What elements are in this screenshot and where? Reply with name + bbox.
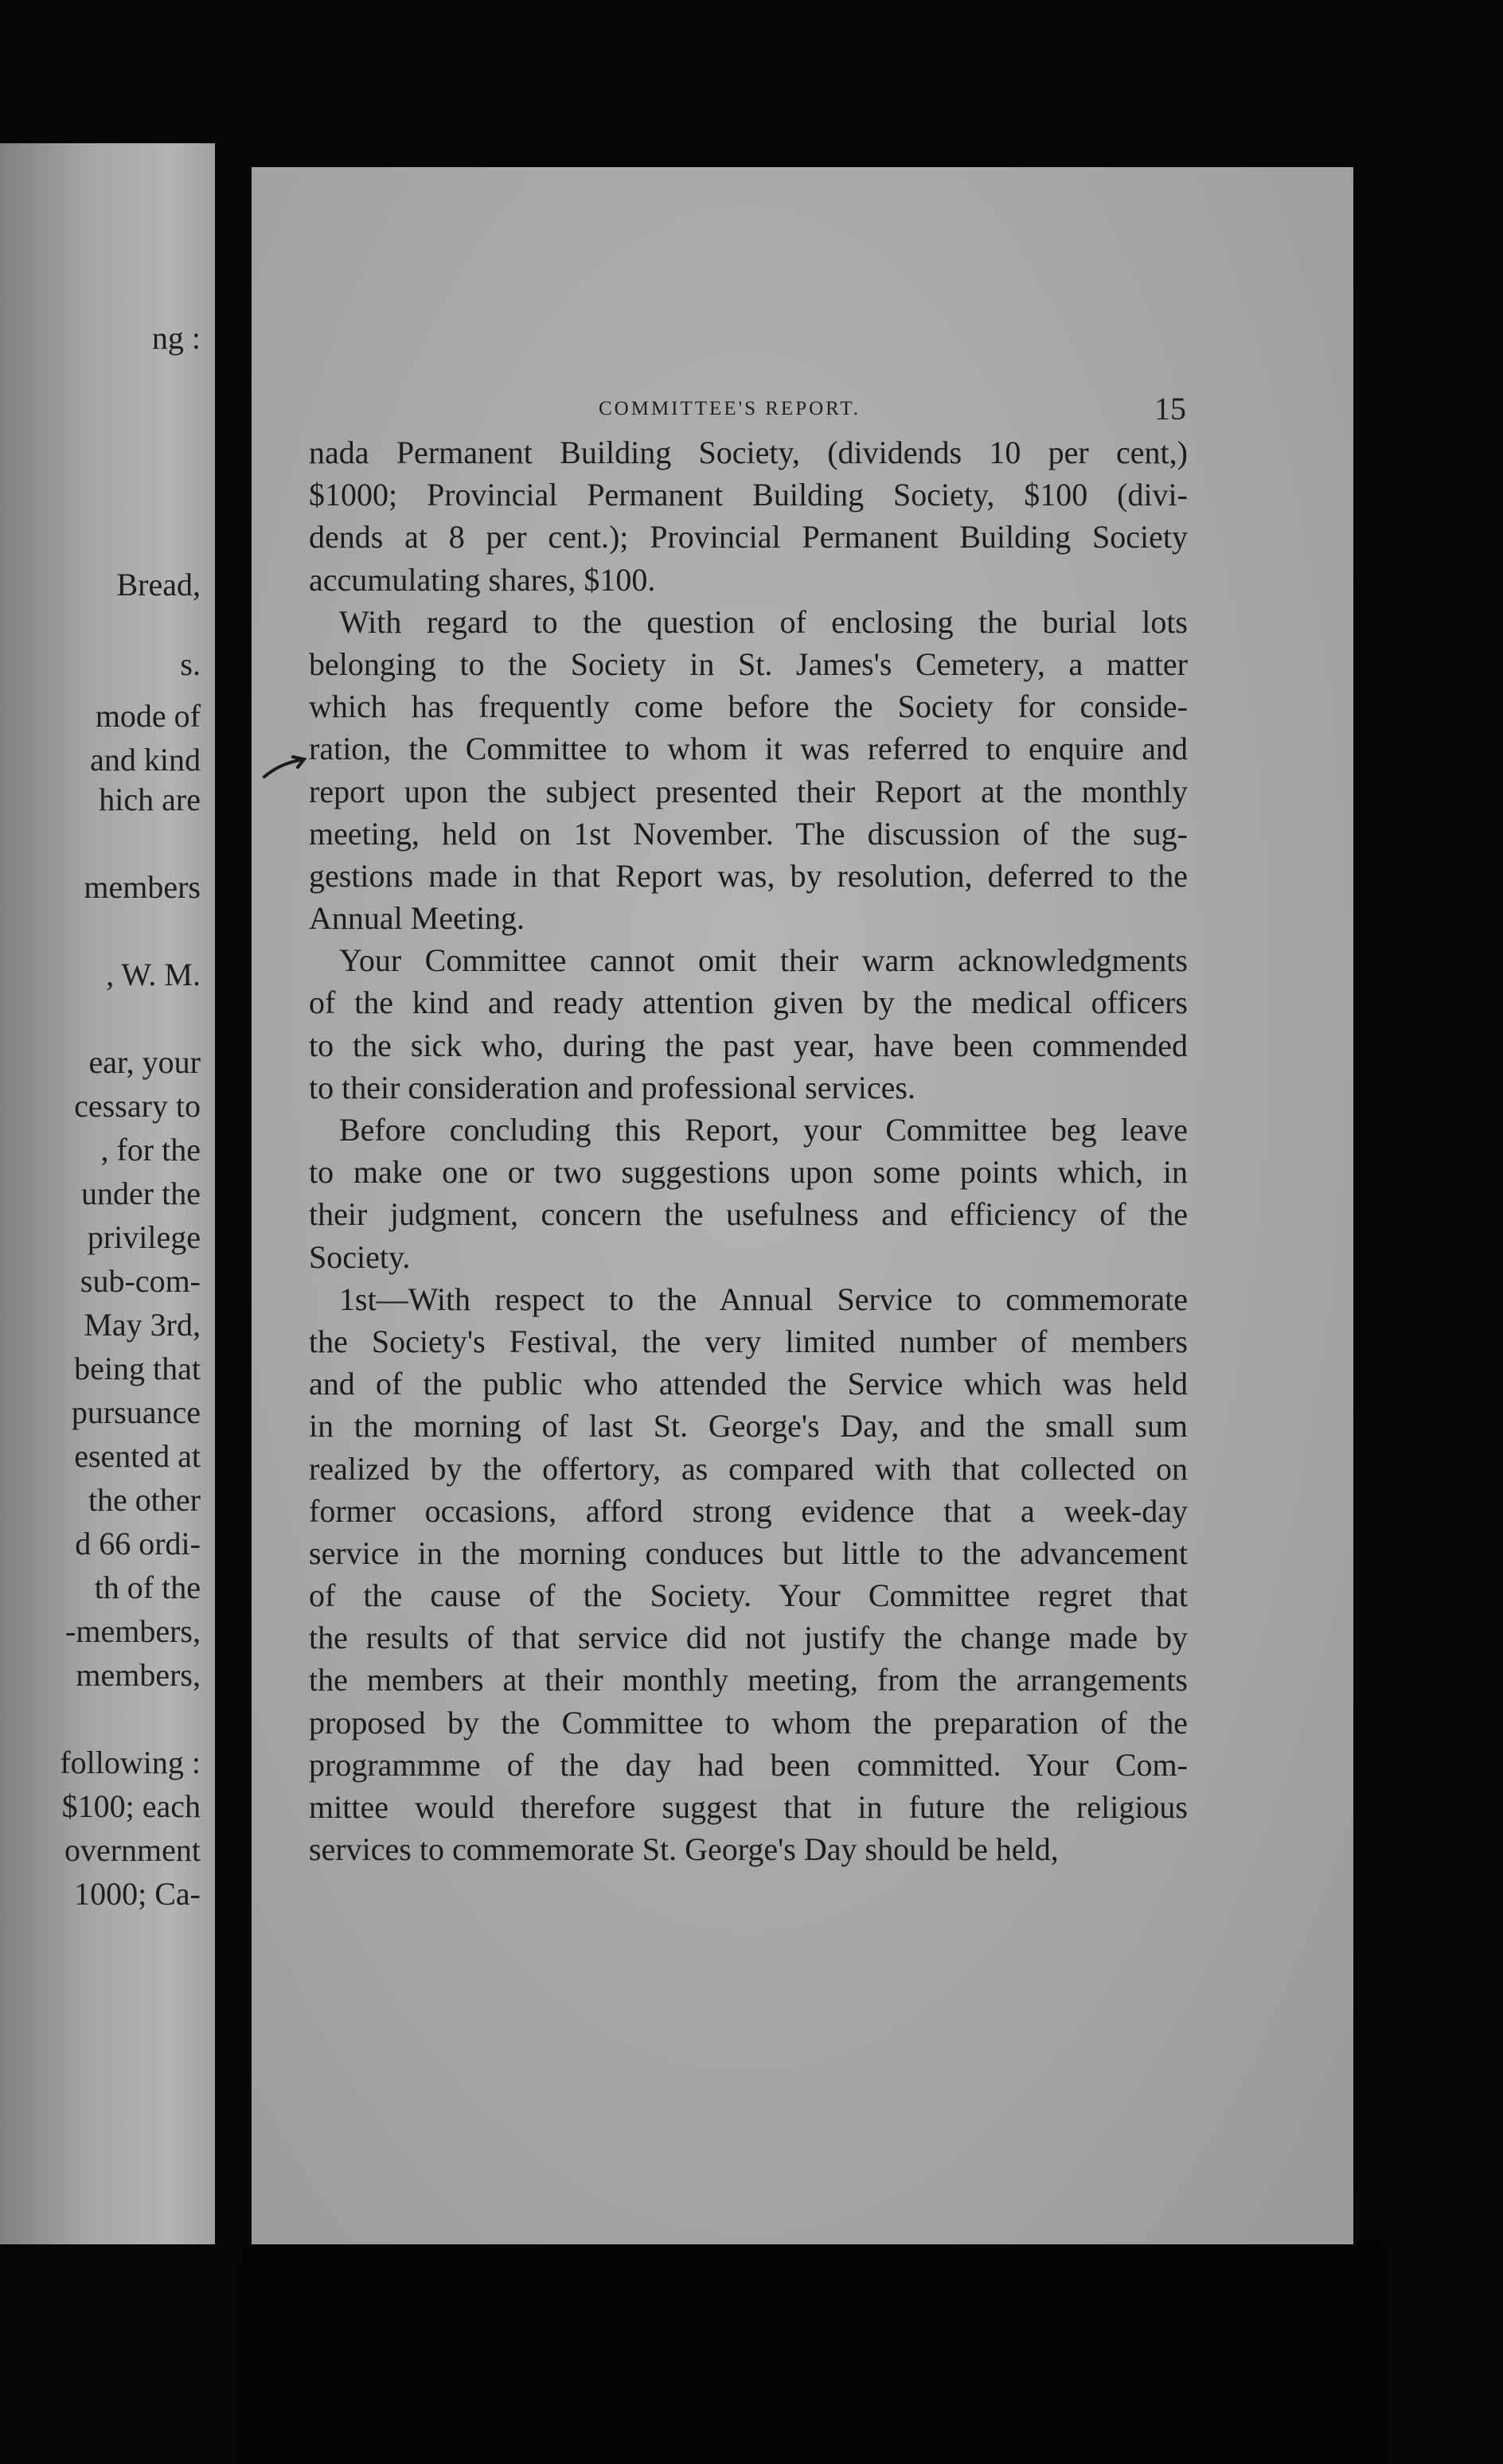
text-line: belonging to the Society in St. James's Cemetery, a matter (309, 645, 1188, 682)
text-line: the results of that service did not justify the change made by (309, 1620, 1188, 1656)
text-line: nada Permanent Building Society, (dividends 10 per cent,) (309, 435, 1188, 470)
text-line: gestions made in that Report was, by resolution, deferred to the (309, 857, 1188, 894)
text-line: mittee would therefore suggest that in future the religious (309, 1789, 1188, 1825)
facing-page-line: pursuance (71, 1394, 201, 1430)
facing-page-line: Bread, (116, 567, 201, 602)
text-line: of the kind and ready attention given by the medical officers (309, 984, 1188, 1021)
facing-page-line: hich are (99, 782, 201, 817)
facing-page-line: , W. M. (106, 957, 201, 992)
text-line: report upon the subject presented their Report at the monthly (309, 773, 1188, 809)
text-line: to the sick who, during the past year, have been commended (309, 1027, 1188, 1063)
facing-page-line: ear, your (88, 1044, 201, 1080)
facing-page-fragment (0, 143, 215, 2244)
facing-page-line: overnment (64, 1832, 201, 1868)
text-line: Your Committee cannot omit their warm acknowledgments (339, 942, 1188, 979)
text-line: Before concluding this Report, your Committee beg leave (339, 1112, 1188, 1148)
text-line: to make one or two suggestions upon some points which, in (309, 1154, 1188, 1191)
text-line: realized by the offertory, as compared with that collected on (309, 1450, 1188, 1487)
facing-page-line: 1000; Ca- (74, 1876, 201, 1912)
facing-page-line: following : (60, 1745, 201, 1780)
text-line: of the cause of the Society. Your Committee regret that (309, 1577, 1188, 1614)
facing-page-line: s. (180, 646, 201, 682)
report-body (309, 431, 1188, 1870)
facing-page-line: May 3rd, (84, 1307, 201, 1343)
facing-page-line: -members, (65, 1613, 201, 1649)
book-gutter (215, 119, 252, 2268)
facing-page-line: members (84, 869, 201, 905)
facing-page-line: being that (74, 1351, 201, 1386)
text-line: services to commemorate St. George's Day should be held, (309, 1831, 1059, 1868)
facing-page-line: under the (81, 1175, 201, 1211)
text-line: service in the morning conduces but little to the advancement (309, 1534, 1188, 1571)
text-line: Annual Meeting. (309, 900, 525, 937)
facing-page-line: sub-com- (80, 1263, 201, 1299)
text-line: former occasions, afford strong evidence that a week-day (309, 1492, 1188, 1529)
pen-mark-icon (261, 754, 307, 782)
text-line: the Society's Festival, the very limited number of members (309, 1323, 1188, 1359)
facing-page-line: and kind (90, 742, 201, 778)
facing-page-line: the other (88, 1482, 201, 1518)
text-line: programmme of the day had been committed. Your Com- (309, 1746, 1188, 1783)
text-line: With regard to the question of enclosing the burial lots (339, 603, 1188, 640)
page-number: 15 (1154, 391, 1186, 427)
running-title: COMMITTEE'S REPORT. (599, 398, 861, 419)
facing-page-line: esented at (74, 1438, 201, 1474)
paragraph (309, 431, 1188, 601)
facing-page-line: th of the (94, 1569, 201, 1605)
facing-page-line: , for the (100, 1132, 201, 1168)
facing-page-line: cessary to (74, 1088, 201, 1124)
paragraph (309, 1278, 1188, 1871)
text-line: accumulating shares, $100. (309, 561, 656, 598)
text-line: dends at 8 per cent.); Provincial Permanent Building Society (309, 519, 1188, 556)
paragraph (309, 1109, 1188, 1278)
book-page (252, 167, 1353, 2244)
text-line: proposed by the Committee to whom the preparation of the (309, 1704, 1188, 1741)
facing-page-line: $100; each (61, 1788, 201, 1824)
text-line: meeting, held on 1st November. The discussion of the sug- (309, 815, 1188, 852)
paragraph (309, 601, 1188, 940)
text-line: which has frequently come before the Society for conside- (309, 688, 1188, 725)
text-line: $1000; Provincial Permanent Building Society, $100 (divi- (309, 477, 1188, 513)
facing-page-line: ng : (151, 320, 201, 356)
text-line: their judgment, concern the usefulness and efficiency of the (309, 1196, 1188, 1233)
text-line: to their consideration and professional services. (309, 1069, 915, 1105)
facing-page-line: members, (76, 1657, 201, 1693)
page-header (252, 382, 1207, 430)
text-line: in the morning of last St. George's Day, and the small sum (309, 1408, 1188, 1444)
text-line: 1st—With respect to the Annual Service to commemorate (339, 1281, 1188, 1317)
text-line: ration, the Committee to whom it was referred to enquire and (309, 731, 1188, 767)
text-line: the members at their monthly meeting, from the arrangements (309, 1662, 1188, 1698)
facing-page-line: mode of (95, 698, 201, 734)
facing-page-line: privilege (87, 1219, 201, 1255)
text-line: and of the public who attended the Service which was held (309, 1366, 1188, 1402)
facing-page-line: d 66 ordi- (75, 1526, 201, 1561)
paragraph (309, 939, 1188, 1109)
scan-shadow (239, 2244, 1385, 2464)
text-line: Society. (309, 1238, 411, 1275)
